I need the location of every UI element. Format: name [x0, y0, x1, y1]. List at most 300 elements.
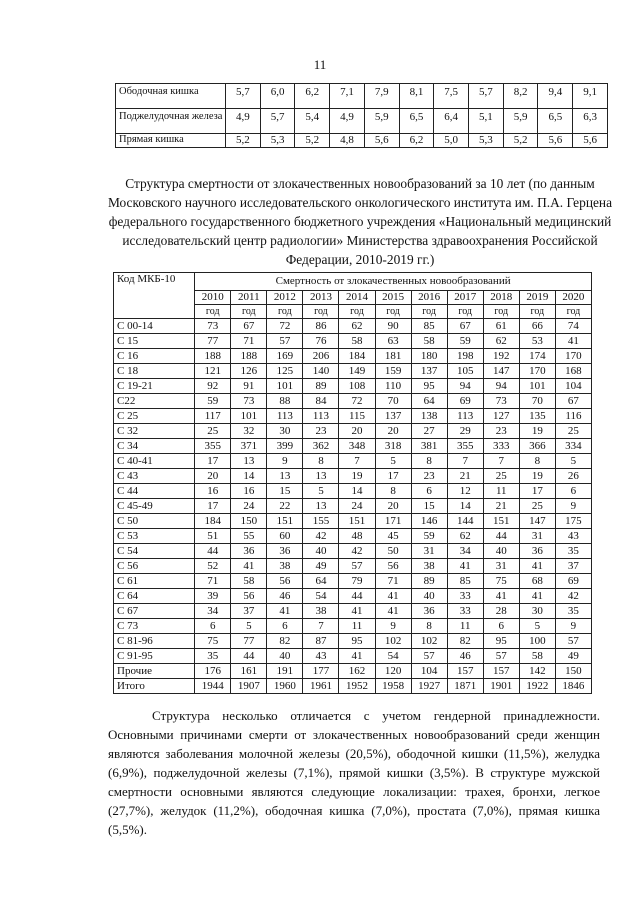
table-cell: 6: [483, 619, 519, 634]
icd-code: С 16: [114, 349, 195, 364]
table-row: [114, 454, 592, 469]
table-cell: 58: [411, 334, 447, 349]
table-cell: 49: [555, 649, 591, 664]
icd-code: С 32: [114, 424, 195, 439]
table-cell: 14: [339, 484, 375, 499]
table-cell: 5,2: [295, 134, 330, 148]
table-cell: 108: [339, 379, 375, 394]
year-header: 2015: [375, 291, 411, 305]
icd-code: С22: [114, 394, 195, 409]
table-cell: 4,8: [330, 134, 365, 148]
table-cell: 46: [447, 649, 483, 664]
table-row: [114, 499, 592, 514]
table-cell: 58: [519, 649, 555, 664]
table-cell: 44: [195, 544, 231, 559]
table-row: [114, 334, 592, 349]
table-cell: 191: [267, 664, 303, 679]
table-cell: 101: [519, 379, 555, 394]
table-cell: 4,9: [330, 109, 365, 134]
table-cell: 69: [447, 394, 483, 409]
table-cell: 5: [375, 454, 411, 469]
table-cell: 174: [519, 349, 555, 364]
table-cell: 31: [411, 544, 447, 559]
table-cell: 198: [447, 349, 483, 364]
table-cell: 110: [375, 379, 411, 394]
table-cell: 170: [519, 364, 555, 379]
table-cell: 150: [555, 664, 591, 679]
table-cell: 151: [267, 514, 303, 529]
year-unit: год: [375, 305, 411, 319]
table-cell: 40: [267, 649, 303, 664]
table-cell: 5,2: [503, 134, 538, 148]
top-mortality-rate-table: [115, 83, 608, 148]
table-cell: 366: [519, 439, 555, 454]
year-unit: год: [411, 305, 447, 319]
table-cell: 5,7: [260, 109, 295, 134]
table-cell: 41: [339, 604, 375, 619]
table-cell: 66: [519, 319, 555, 334]
table-cell: 36: [267, 544, 303, 559]
table-cell: 41: [483, 589, 519, 604]
table-cell: 29: [447, 424, 483, 439]
icd-code: С 54: [114, 544, 195, 559]
table-cell: 11: [483, 484, 519, 499]
table-cell: 100: [519, 634, 555, 649]
table-cell: 59: [195, 394, 231, 409]
table-cell: 5,1: [469, 109, 504, 134]
table-cell: 162: [339, 664, 375, 679]
table-cell: 57: [483, 649, 519, 664]
table-cell: 170: [555, 349, 591, 364]
table-cell: 1846: [555, 679, 591, 694]
table-cell: 9: [375, 619, 411, 634]
table-cell: 41: [231, 559, 267, 574]
table-cell: 40: [411, 589, 447, 604]
table-cell: 6,2: [295, 84, 330, 109]
table-cell: 58: [231, 574, 267, 589]
table-cell: 36: [411, 604, 447, 619]
table-row: [116, 134, 608, 148]
table-cell: 5,9: [364, 109, 399, 134]
table-cell: 44: [483, 529, 519, 544]
table-cell: 72: [339, 394, 375, 409]
table-cell: 180: [411, 349, 447, 364]
table-row: [114, 514, 592, 529]
table-row: [114, 634, 592, 649]
table-cell: 140: [303, 364, 339, 379]
table-cell: 35: [195, 649, 231, 664]
table-cell: 77: [231, 634, 267, 649]
table-cell: 74: [555, 319, 591, 334]
icd-code: С 67: [114, 604, 195, 619]
table-cell: 27: [411, 424, 447, 439]
table-row: [114, 409, 592, 424]
table-cell: 58: [339, 334, 375, 349]
table-cell: 188: [231, 349, 267, 364]
table-cell: 25: [555, 424, 591, 439]
table-cell: 5,0: [434, 134, 469, 148]
table-cell: 84: [303, 394, 339, 409]
table-cell: 15: [411, 499, 447, 514]
table-cell: 147: [519, 514, 555, 529]
table-cell: 50: [375, 544, 411, 559]
table-cell: 8: [411, 619, 447, 634]
table-cell: 4,9: [226, 109, 261, 134]
table-cell: 42: [303, 529, 339, 544]
table-cell: 7: [303, 619, 339, 634]
table-cell: 9: [555, 619, 591, 634]
table-cell: 12: [447, 484, 483, 499]
table-cell: 23: [303, 424, 339, 439]
table-cell: 157: [483, 664, 519, 679]
table-cell: 13: [231, 454, 267, 469]
table-cell: 41: [375, 589, 411, 604]
table-cell: 21: [483, 499, 519, 514]
year-header: 2011: [231, 291, 267, 305]
table-cell: 101: [267, 379, 303, 394]
table-cell: 23: [483, 424, 519, 439]
table-cell: 45: [375, 529, 411, 544]
table-cell: 40: [483, 544, 519, 559]
table-cell: 71: [231, 334, 267, 349]
table-cell: 59: [411, 529, 447, 544]
table-cell: 17: [375, 469, 411, 484]
table-cell: 355: [195, 439, 231, 454]
table-cell: 55: [231, 529, 267, 544]
table-cell: 56: [231, 589, 267, 604]
table-cell: 42: [555, 589, 591, 604]
table-cell: 5,7: [469, 84, 504, 109]
table-cell: 25: [483, 469, 519, 484]
table-cell: 70: [375, 394, 411, 409]
year-header: 2016: [411, 291, 447, 305]
table-cell: 57: [267, 334, 303, 349]
table-cell: 105: [447, 364, 483, 379]
table-cell: 8: [303, 454, 339, 469]
icd-code: С 53: [114, 529, 195, 544]
icd-code: С 44: [114, 484, 195, 499]
table-cell: 49: [303, 559, 339, 574]
table-cell: 56: [375, 559, 411, 574]
year-header: 2014: [339, 291, 375, 305]
table-cell: 14: [447, 499, 483, 514]
table-cell: 20: [375, 499, 411, 514]
table-cell: 22: [267, 499, 303, 514]
table-cell: 56: [267, 574, 303, 589]
table-cell: 171: [375, 514, 411, 529]
table-cell: 73: [195, 319, 231, 334]
table-cell: 48: [339, 529, 375, 544]
year-unit: год: [519, 305, 555, 319]
table-cell: 127: [483, 409, 519, 424]
summary-text: Структура несколько отличается с учетом гендерной принадлежности. Основными причинами смерти от злокачественных новообразований среди женщин являются заболевания молочной железы (20,5%), ободочной кишки (11,5%), желудка (6,9%), поджелудочной железы (7,1%), прямой кишки (3,5%). В структуре мужской смертности основными являются следующие локализации: трахея, бронхи, легкое (27,7%), желудок (11,2%), ободочная кишка (7,0%), простата (7,0%), прямая кишка (5,5%).: [108, 708, 600, 837]
table-cell: 175: [555, 514, 591, 529]
table-cell: 71: [195, 574, 231, 589]
table-cell: 113: [267, 409, 303, 424]
table-cell: 30: [519, 604, 555, 619]
table-cell: 76: [303, 334, 339, 349]
icd-code: С 18: [114, 364, 195, 379]
year-header: 2019: [519, 291, 555, 305]
table-cell: 54: [375, 649, 411, 664]
table-cell: 6,5: [538, 109, 573, 134]
table-cell: 14: [231, 469, 267, 484]
table-cell: 16: [231, 484, 267, 499]
table-cell: 6,0: [260, 84, 295, 109]
table-cell: 1960: [267, 679, 303, 694]
table-cell: 75: [195, 634, 231, 649]
table-cell: 17: [195, 454, 231, 469]
table-cell: 17: [519, 484, 555, 499]
row-label: Поджелудочная железа: [116, 109, 226, 134]
table-cell: 77: [195, 334, 231, 349]
table-cell: 41: [339, 649, 375, 664]
table-cell: 102: [411, 634, 447, 649]
table-cell: 38: [411, 559, 447, 574]
table-cell: 11: [447, 619, 483, 634]
table-cell: 64: [411, 394, 447, 409]
table-cell: 16: [195, 484, 231, 499]
table-row: [114, 364, 592, 379]
table-cell: 73: [483, 394, 519, 409]
table-cell: 147: [483, 364, 519, 379]
table-cell: 36: [519, 544, 555, 559]
table-row: [114, 424, 592, 439]
table-cell: 5,6: [573, 134, 608, 148]
table-cell: 40: [303, 544, 339, 559]
table-cell: 42: [339, 544, 375, 559]
table-cell: 60: [267, 529, 303, 544]
table-cell: 57: [555, 634, 591, 649]
table-cell: 117: [195, 409, 231, 424]
table-cell: 5,4: [295, 109, 330, 134]
table-cell: 20: [375, 424, 411, 439]
year-header: 2010: [195, 291, 231, 305]
year-unit: год: [555, 305, 591, 319]
table-cell: 51: [195, 529, 231, 544]
table-row: [114, 664, 592, 679]
table-cell: 33: [447, 604, 483, 619]
table-cell: 6: [267, 619, 303, 634]
table-cell: 181: [375, 349, 411, 364]
table-cell: 95: [483, 634, 519, 649]
table-cell: 113: [303, 409, 339, 424]
table-cell: 53: [519, 334, 555, 349]
table-cell: 46: [267, 589, 303, 604]
table-cell: 5: [519, 619, 555, 634]
table-cell: 155: [303, 514, 339, 529]
year-header: 2013: [303, 291, 339, 305]
table-cell: 13: [303, 499, 339, 514]
table-cell: 1961: [303, 679, 339, 694]
table-cell: 92: [195, 379, 231, 394]
table-cell: 44: [339, 589, 375, 604]
table-cell: 135: [519, 409, 555, 424]
table-cell: 113: [447, 409, 483, 424]
group-header: Смертность от злокачественных новообразований: [195, 273, 592, 291]
table-cell: 188: [195, 349, 231, 364]
table-cell: 8: [375, 484, 411, 499]
year-unit: год: [339, 305, 375, 319]
table-cell: 30: [267, 424, 303, 439]
table-cell: 7: [483, 454, 519, 469]
table-cell: 59: [447, 334, 483, 349]
table-cell: 28: [483, 604, 519, 619]
table-cell: 1958: [375, 679, 411, 694]
table-cell: 26: [555, 469, 591, 484]
table-cell: 371: [231, 439, 267, 454]
table-cell: 1922: [519, 679, 555, 694]
table-cell: 31: [519, 529, 555, 544]
table-cell: 62: [447, 529, 483, 544]
table-cell: 44: [231, 649, 267, 664]
table-row: [114, 589, 592, 604]
table-cell: 15: [267, 484, 303, 499]
table-row: [114, 604, 592, 619]
table-cell: 120: [375, 664, 411, 679]
table-cell: 5,7: [226, 84, 261, 109]
table-cell: 25: [195, 424, 231, 439]
table-cell: 31: [483, 559, 519, 574]
table-cell: 67: [447, 319, 483, 334]
table-cell: 36: [231, 544, 267, 559]
table-cell: 95: [411, 379, 447, 394]
table-cell: 69: [555, 574, 591, 589]
year-unit: год: [303, 305, 339, 319]
table-cell: 90: [375, 319, 411, 334]
year-unit: год: [483, 305, 519, 319]
table-cell: 38: [267, 559, 303, 574]
table-cell: 32: [231, 424, 267, 439]
table-cell: 318: [375, 439, 411, 454]
table-cell: 5: [231, 619, 267, 634]
table-cell: 104: [411, 664, 447, 679]
table-cell: 85: [411, 319, 447, 334]
table-cell: 35: [555, 544, 591, 559]
table-cell: 24: [339, 499, 375, 514]
table-cell: 1901: [483, 679, 519, 694]
table-cell: 43: [555, 529, 591, 544]
table-cell: 34: [195, 604, 231, 619]
table-cell: 137: [411, 364, 447, 379]
year-header: 2017: [447, 291, 483, 305]
table-cell: 9,1: [573, 84, 608, 109]
table-cell: 91: [231, 379, 267, 394]
table-cell: 61: [483, 319, 519, 334]
icd-code: С 15: [114, 334, 195, 349]
table-cell: 13: [303, 469, 339, 484]
table-cell: 17: [195, 499, 231, 514]
icd-code: С 43: [114, 469, 195, 484]
table-cell: 334: [555, 439, 591, 454]
table-cell: 89: [411, 574, 447, 589]
table-cell: 142: [519, 664, 555, 679]
table-cell: 57: [339, 559, 375, 574]
icd-code: С 81-96: [114, 634, 195, 649]
table-cell: 23: [411, 469, 447, 484]
table-cell: 62: [339, 319, 375, 334]
table-cell: 54: [303, 589, 339, 604]
table-cell: 41: [519, 589, 555, 604]
table-cell: 41: [519, 559, 555, 574]
table-cell: 6,2: [399, 134, 434, 148]
row-label: Ободочная кишка: [116, 84, 226, 109]
table-cell: 94: [447, 379, 483, 394]
table-cell: 95: [339, 634, 375, 649]
table-cell: 75: [483, 574, 519, 589]
table-row: [114, 544, 592, 559]
table-cell: 138: [411, 409, 447, 424]
table-cell: 19: [519, 424, 555, 439]
table-cell: 6,4: [434, 109, 469, 134]
table-cell: 52: [195, 559, 231, 574]
icd-code: С 25: [114, 409, 195, 424]
table-cell: 177: [303, 664, 339, 679]
table-row: [114, 469, 592, 484]
table-cell: 116: [555, 409, 591, 424]
table-cell: 149: [339, 364, 375, 379]
table-cell: 67: [231, 319, 267, 334]
icd-code: С 56: [114, 559, 195, 574]
table-cell: 151: [339, 514, 375, 529]
table-cell: 85: [447, 574, 483, 589]
code-header: Код МКБ-10: [114, 273, 195, 319]
table-cell: 72: [267, 319, 303, 334]
table-cell: 8: [519, 454, 555, 469]
table-cell: 7,9: [364, 84, 399, 109]
table-row: [116, 109, 608, 134]
table-cell: 7,1: [330, 84, 365, 109]
table-cell: 5: [555, 454, 591, 469]
table-cell: 8: [411, 454, 447, 469]
table-cell: 6,3: [573, 109, 608, 134]
table-cell: 38: [303, 604, 339, 619]
table-cell: 33: [447, 589, 483, 604]
table-row: [114, 439, 592, 454]
row-label: Прямая кишка: [116, 134, 226, 148]
table-cell: 67: [555, 394, 591, 409]
table-cell: 37: [231, 604, 267, 619]
table-cell: 21: [447, 469, 483, 484]
table-cell: 104: [555, 379, 591, 394]
table-cell: 7,5: [434, 84, 469, 109]
table-cell: 5: [303, 484, 339, 499]
table-cell: 1927: [411, 679, 447, 694]
table-cell: 146: [411, 514, 447, 529]
table-cell: 144: [447, 514, 483, 529]
table-cell: 68: [519, 574, 555, 589]
table-cell: 64: [303, 574, 339, 589]
table-cell: 150: [231, 514, 267, 529]
table-cell: 101: [231, 409, 267, 424]
year-header: 2012: [267, 291, 303, 305]
year-header: 2020: [555, 291, 591, 305]
table-cell: 24: [231, 499, 267, 514]
table-cell: 11: [339, 619, 375, 634]
table-cell: 115: [339, 409, 375, 424]
table-cell: 70: [519, 394, 555, 409]
table-cell: 1871: [447, 679, 483, 694]
table-cell: 86: [303, 319, 339, 334]
table-cell: 1944: [195, 679, 231, 694]
table-cell: 381: [411, 439, 447, 454]
table-row: [114, 679, 592, 694]
table-cell: 35: [555, 604, 591, 619]
icd-code: С 61: [114, 574, 195, 589]
table-row: [114, 394, 592, 409]
page-number: 11: [313, 57, 327, 72]
table-cell: 6,5: [399, 109, 434, 134]
